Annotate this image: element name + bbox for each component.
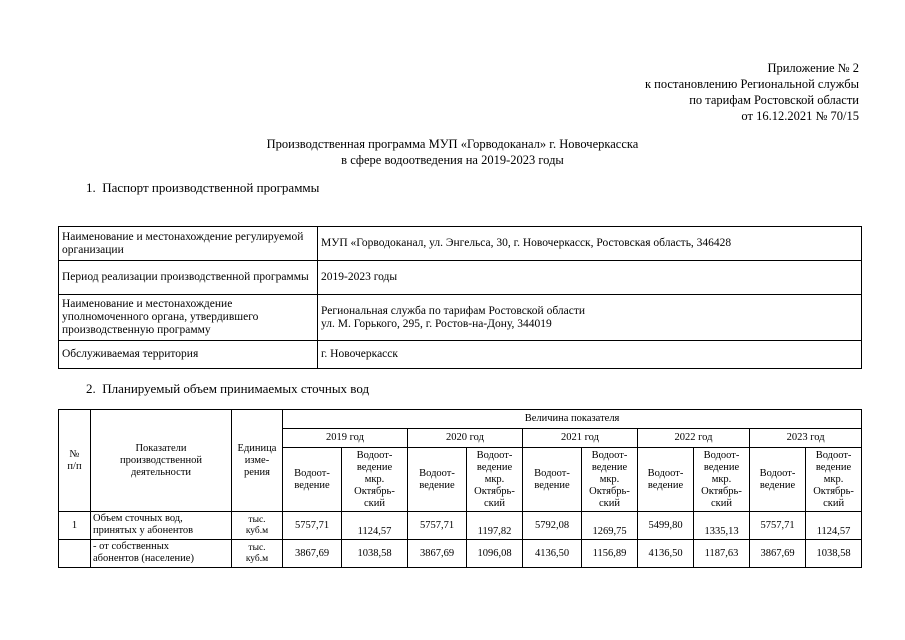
title-line: Производственная программа МУП «Горводоканал» г. Новочеркасска xyxy=(266,137,639,151)
value-cell: 1096,08 xyxy=(467,540,523,568)
passport-label: Наименование и местонахождение уполномоченного органа, утвердившего производственную программу xyxy=(59,295,318,341)
value-cell: 5757,71 xyxy=(408,512,467,540)
row-number: 1 xyxy=(59,512,91,540)
appendix-line: от 16.12.2021 № 70/15 xyxy=(741,109,859,123)
passport-value: 2019-2023 годы xyxy=(318,261,862,295)
passport-value: Региональная служба по тарифам Ростовской области ул. М. Горького, 295, г. Ростов-на-Дону, 344019 xyxy=(318,295,862,341)
value-cell: 1124,57 xyxy=(806,512,862,540)
header-subcolumn: Водоот- ведение xyxy=(638,448,694,512)
header-year: 2020 год xyxy=(408,429,523,448)
table-row xyxy=(59,512,862,540)
table-row xyxy=(59,540,862,568)
appendix-line: Приложение № 2 xyxy=(767,61,859,75)
value-cell: 5757,71 xyxy=(750,512,806,540)
header-number: № п/п xyxy=(59,410,91,512)
passport-value: МУП «Горводоканал, ул. Энгельса, 30, г. Новочеркасск, Ростовская область, 346428 xyxy=(318,227,862,261)
document-title xyxy=(0,136,905,168)
header-subcolumn: Водоот- ведение xyxy=(283,448,342,512)
passport-row xyxy=(59,295,862,341)
section-number: 1. xyxy=(86,180,96,195)
value-cell: 1124,57 xyxy=(342,512,408,540)
value-cell: 1038,58 xyxy=(342,540,408,568)
header-subcolumn: Водоот- ведение xyxy=(408,448,467,512)
value-cell: 3867,69 xyxy=(283,540,342,568)
appendix-line: по тарифам Ростовской области xyxy=(689,93,859,107)
passport-row xyxy=(59,261,862,295)
header-subcolumn: Водоот- ведение мкр. Октябрь- ский xyxy=(467,448,523,512)
title-line: в сфере водоотведения на 2019-2023 годы xyxy=(341,153,564,167)
header-year: 2023 год xyxy=(750,429,862,448)
header-value-group: Величина показателя xyxy=(283,410,862,429)
header-year: 2022 год xyxy=(638,429,750,448)
header-subcolumn: Водоот- ведение мкр. Октябрь- ский xyxy=(342,448,408,512)
header-year: 2021 год xyxy=(523,429,638,448)
header-unit: Единица изме- рения xyxy=(232,410,283,512)
value-cell: 1038,58 xyxy=(806,540,862,568)
row-number xyxy=(59,540,91,568)
value-cell: 3867,69 xyxy=(408,540,467,568)
header-subcolumn: Водоот- ведение xyxy=(750,448,806,512)
passport-row xyxy=(59,227,862,261)
section-number: 2. xyxy=(86,381,96,396)
passport-label: Наименование и местонахождение регулируемой организации xyxy=(59,227,318,261)
appendix-line: к постановлению Региональной службы xyxy=(644,77,859,91)
header-subcolumn: Водоот- ведение мкр. Октябрь- ский xyxy=(582,448,638,512)
row-indicator: - от собственных абонентов (население) xyxy=(91,540,232,568)
value-cell: 1187,63 xyxy=(694,540,750,568)
passport-label: Период реализации производственной программы xyxy=(59,261,318,295)
appendix-block xyxy=(645,60,859,124)
volume-table xyxy=(58,409,862,568)
value-cell: 5499,80 xyxy=(638,512,694,540)
section-title: Планируемый объем принимаемых сточных вод xyxy=(102,381,370,396)
header-subcolumn: Водоот- ведение мкр. Октябрь- ский xyxy=(694,448,750,512)
value-cell: 1269,75 xyxy=(582,512,638,540)
section-heading xyxy=(86,180,319,196)
value-cell: 5792,08 xyxy=(523,512,582,540)
passport-label: Обслуживаемая территория xyxy=(59,341,318,369)
header-subcolumn: Водоот- ведение xyxy=(523,448,582,512)
header-indicator: Показатели производственной деятельности xyxy=(91,410,232,512)
value-cell: 4136,50 xyxy=(523,540,582,568)
passport-row xyxy=(59,341,862,369)
row-indicator: Объем сточных вод, принятых у абонентов xyxy=(91,512,232,540)
row-unit: тыс. куб.м xyxy=(232,512,283,540)
value-cell: 4136,50 xyxy=(638,540,694,568)
passport-table xyxy=(58,226,862,369)
section-heading xyxy=(86,381,369,397)
section-title: Паспорт производственной программы xyxy=(102,180,320,195)
value-cell: 1156,89 xyxy=(582,540,638,568)
value-cell: 5757,71 xyxy=(283,512,342,540)
row-unit: тыс. куб.м xyxy=(232,540,283,568)
value-cell: 1335,13 xyxy=(694,512,750,540)
header-subcolumn: Водоот- ведение мкр. Октябрь- ский xyxy=(806,448,862,512)
value-cell: 1197,82 xyxy=(467,512,523,540)
value-cell: 3867,69 xyxy=(750,540,806,568)
header-year: 2019 год xyxy=(283,429,408,448)
passport-value: г. Новочеркасск xyxy=(318,341,862,369)
